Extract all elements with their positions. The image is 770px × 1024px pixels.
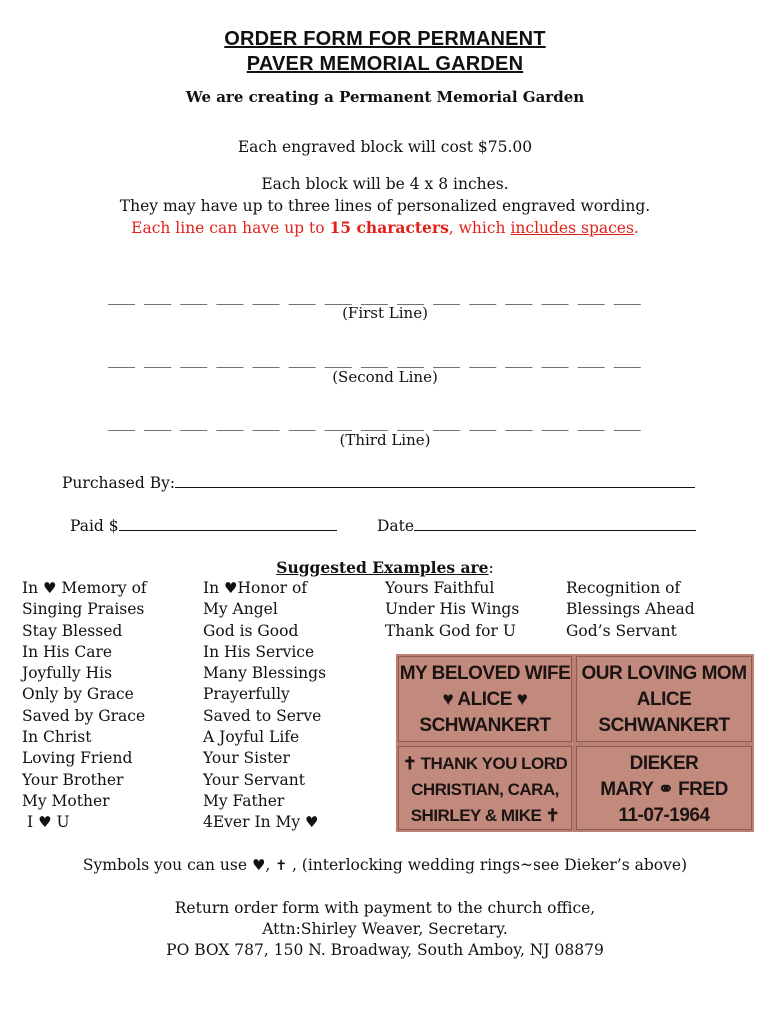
cost-text: Each engraved block will cost $75.00 xyxy=(237,138,533,156)
rule-part1: Each line can have up to xyxy=(131,219,330,237)
lines-info-text: They may have up to three lines of personalized engraved wording. xyxy=(119,197,651,215)
brick-line: SHIRLEY & MIKE ✝ xyxy=(410,806,560,825)
title-line-2: PAVER MEMORIAL GARDEN xyxy=(246,53,524,75)
form-title xyxy=(0,27,770,77)
brick-line: MARY ⚭ FRED xyxy=(600,779,728,800)
example-item: Blessings Ahead xyxy=(566,600,695,619)
examples-column-1 xyxy=(22,578,147,834)
example-item: Loving Friend xyxy=(22,749,133,768)
example-item: God is Good xyxy=(203,621,299,640)
brick-line: ✝ THANK YOU LORD xyxy=(402,754,568,773)
cross-icon: ✝ xyxy=(275,858,288,874)
title-line-1: ORDER FORM FOR PERMANENT xyxy=(224,28,546,50)
rule-underline: includes spaces xyxy=(510,219,634,237)
date-label: Date xyxy=(377,517,415,535)
example-item: Singing Praises xyxy=(22,600,145,619)
rule-part3: . xyxy=(633,219,639,237)
symbols-text xyxy=(0,856,770,874)
example-item: Your Servant xyxy=(203,770,305,789)
example-text: I xyxy=(27,813,39,832)
size-text: Each block will be 4 x 8 inches. xyxy=(261,175,509,193)
second-line-blanks[interactable]: ___ ___ ___ ___ ___ ___ ___ ___ ___ ___ ___ ___ ___ ___ ___ xyxy=(108,350,641,368)
paver-brick xyxy=(398,656,572,742)
example-text: U xyxy=(51,813,70,832)
rule-part2: , which xyxy=(448,219,511,237)
example-item: My Angel xyxy=(203,600,278,619)
example-item: In His Service xyxy=(203,642,315,661)
character-rule xyxy=(0,218,770,237)
example-item: Saved by Grace xyxy=(22,706,146,725)
paid-field[interactable] xyxy=(119,516,337,531)
paver-brick xyxy=(576,746,752,830)
brick-line: MY BELOVED WIFE xyxy=(399,663,571,684)
purchased-by-label: Purchased By: xyxy=(62,474,176,492)
purchased-by-field[interactable] xyxy=(175,473,695,488)
rule-bold: 15 characters xyxy=(329,218,449,237)
brick-line: SCHWANKERT xyxy=(419,715,551,736)
example-item: My Mother xyxy=(22,791,110,810)
example-item: Your Brother xyxy=(22,770,124,789)
first-line-label: (First Line) xyxy=(342,304,428,322)
brick-line: ♥ ALICE ♥ xyxy=(442,689,528,710)
paver-brick xyxy=(398,746,572,830)
example-item xyxy=(22,812,147,833)
example-item: Your Sister xyxy=(203,749,290,768)
symbols-rings: , (interlocking wedding rings~see Dieker’s above) xyxy=(287,856,688,874)
example-item: In Christ xyxy=(22,728,92,747)
example-item: A Joyful Life xyxy=(203,728,300,747)
example-item: Many Blessings xyxy=(203,664,327,683)
date-field[interactable] xyxy=(414,516,696,531)
examples-heading xyxy=(0,558,770,577)
brick-line: OUR LOVING MOM xyxy=(581,663,747,684)
example-item: Only by Grace xyxy=(22,685,134,704)
date-row xyxy=(377,516,696,535)
symbols-label: Symbols you can use xyxy=(82,856,252,874)
subtitle: We are creating a Permanent Memorial Garden xyxy=(185,88,585,106)
return-line-2: Attn:Shirley Weaver, Secretary. xyxy=(262,920,508,938)
example-item xyxy=(203,812,326,833)
paid-row xyxy=(70,516,337,535)
example-item xyxy=(22,578,147,599)
example-item xyxy=(203,578,326,599)
example-item: Under His Wings xyxy=(385,600,520,619)
examples-column-4 xyxy=(566,578,695,642)
second-line-label: (Second Line) xyxy=(332,368,438,386)
brick-line: CHRISTIAN, CARA, xyxy=(411,780,559,799)
example-item: My Father xyxy=(203,791,285,810)
heart-icon: ♥ xyxy=(224,579,238,597)
example-item: Prayerfully xyxy=(203,685,290,704)
return-line-3: PO BOX 787, 150 N. Broadway, South Amboy, NJ 08879 xyxy=(166,941,604,959)
examples-column-3 xyxy=(385,578,519,642)
example-item: Recognition of xyxy=(566,579,681,597)
example-item: Thank God for U xyxy=(385,621,516,640)
return-line-1: Return order form with payment to the church office, xyxy=(174,899,596,917)
brick-line: 11-07-1964 xyxy=(618,805,710,826)
example-text: In xyxy=(22,579,44,597)
brick-line: SCHWANKERT xyxy=(598,715,730,736)
paid-label: Paid $ xyxy=(70,517,119,535)
heart-icon: ♥ xyxy=(251,856,266,874)
example-item: God’s Servant xyxy=(566,621,677,640)
examples-heading-text: Suggested Examples are xyxy=(276,558,489,577)
example-text: 4Ever In My xyxy=(203,813,306,832)
heart-icon: ♥ xyxy=(38,813,52,832)
purchased-by-row xyxy=(62,473,695,492)
heart-icon: ♥ xyxy=(43,579,57,597)
heart-icon: ♥ xyxy=(305,813,319,832)
example-text: Honor of xyxy=(237,579,308,597)
example-text: In xyxy=(203,579,225,597)
first-line-blanks[interactable]: ___ ___ ___ ___ ___ ___ ___ ___ ___ ___ ___ ___ ___ ___ ___ xyxy=(108,287,641,305)
example-item: Joyfully His xyxy=(22,664,113,683)
example-item: Stay Blessed xyxy=(22,621,123,640)
brick-line: ALICE xyxy=(636,689,692,710)
paver-photo xyxy=(396,654,754,832)
brick-line: DIEKER xyxy=(629,753,699,774)
example-text: Memory of xyxy=(56,579,147,597)
examples-heading-colon: : xyxy=(488,559,494,577)
third-line-label: (Third Line) xyxy=(339,431,431,449)
example-item: In His Care xyxy=(22,642,113,661)
paver-brick xyxy=(576,656,752,742)
third-line-blanks[interactable]: ___ ___ ___ ___ ___ ___ ___ ___ ___ ___ ___ ___ ___ ___ ___ xyxy=(108,413,641,431)
example-item: Saved to Serve xyxy=(203,706,322,725)
examples-column-2 xyxy=(203,578,326,834)
example-item: Yours Faithful xyxy=(385,579,495,597)
symbols-sep: , xyxy=(265,856,276,874)
